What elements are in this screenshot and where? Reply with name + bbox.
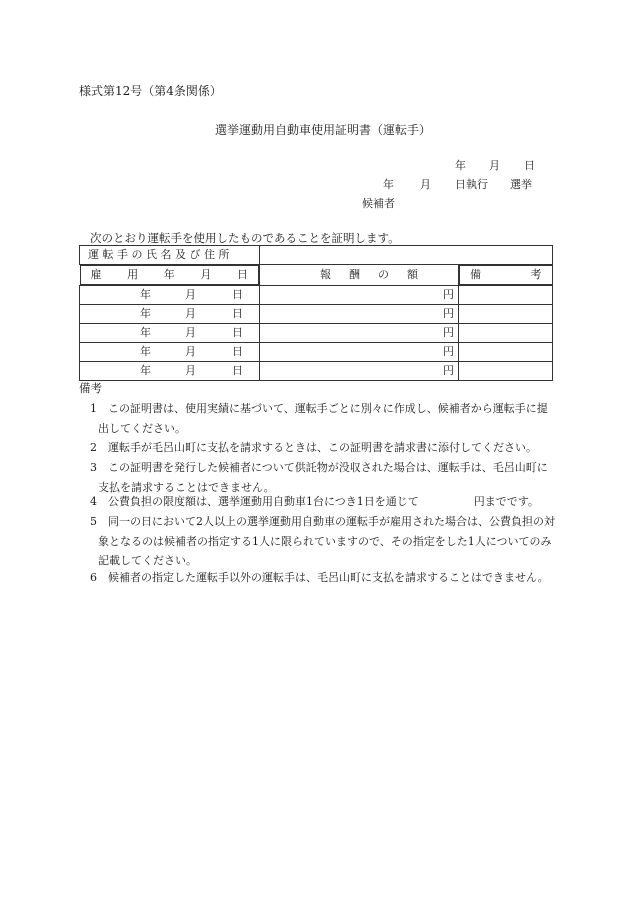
note-item: 6 候補者の指定した運転手以外の運転手は、毛呂山町に支払を請求することはできません。 <box>90 571 549 584</box>
remarks-cell <box>459 286 553 305</box>
election-year-label: 年 <box>383 178 394 191</box>
table-row: 年 月 日 円 <box>80 324 553 343</box>
driver-row <box>80 246 553 265</box>
notes-heading: 備考 <box>79 381 102 395</box>
remarks-cell <box>459 343 553 362</box>
remarks-cell <box>459 324 553 343</box>
remarks-header: 備 考 <box>459 265 553 285</box>
remarks-cell <box>459 362 553 381</box>
usage-table <box>79 245 553 381</box>
yen-cell: 円 <box>260 324 459 343</box>
table-row: 年 月 日 円 <box>80 305 553 324</box>
table-row: 年 月 日 円 <box>80 286 553 305</box>
date-year-label: 年 <box>455 159 466 172</box>
intro-text: 次のとおり運転手を使用したものであることを証明します。 <box>90 231 400 245</box>
date-day-label: 日 <box>524 159 535 172</box>
note-item: 3 この証明書を発行した候補者について供託物が没収された場合は、運転手は、毛呂山町に支払を請求することはできません。 <box>90 461 548 494</box>
note-item: 1 この証明書は、使用実績に基づいて、運転手ごとに別々に作成し、候補者から運転手に提出してください。 <box>90 402 548 435</box>
yen-cell: 円 <box>260 343 459 362</box>
yen-cell: 円 <box>260 286 459 305</box>
table-row: 年 月 日 円 <box>80 343 553 362</box>
document-title: 選挙運動用自動車使用証明書（運転手） <box>215 123 432 137</box>
driver-value <box>260 246 553 265</box>
remuneration-header: 報 酬 の 額 <box>260 265 459 286</box>
form-number: 様式第12号（第4条関係） <box>79 84 222 98</box>
yen-cell: 円 <box>260 362 459 381</box>
date-month-label: 月 <box>489 159 500 172</box>
remarks-cell <box>459 305 553 324</box>
election-month-label: 月 <box>420 178 431 191</box>
note-item: 5 同一の日において2人以上の選挙運動用自動車の運転手が雇用された場合は、公費負担の対象となるのは候補者の指定する1人に限られていますので、その指定をした1人についてのみ記載してください。 <box>90 515 555 567</box>
table-header-row <box>80 265 553 286</box>
election-day-label: 日執行 <box>455 178 488 191</box>
employment-date-header: 雇 用 年 月 日 <box>80 265 260 285</box>
note-item: 4 公費負担の限度額は、選挙運動用自動車1台につき1日を通じて 円までです。 <box>90 495 539 508</box>
election-label: 選挙 <box>510 178 532 191</box>
table-row: 年 月 日 円 <box>80 362 553 381</box>
yen-cell: 円 <box>260 305 459 324</box>
candidate-label: 候補者 <box>362 197 395 210</box>
driver-label: 運 転 手 の 氏 名 及 び 住 所 <box>80 246 260 265</box>
note-item: 2 運転手が毛呂山町に支払を請求するときは、この証明書を請求書に添付してください。 <box>90 441 537 454</box>
